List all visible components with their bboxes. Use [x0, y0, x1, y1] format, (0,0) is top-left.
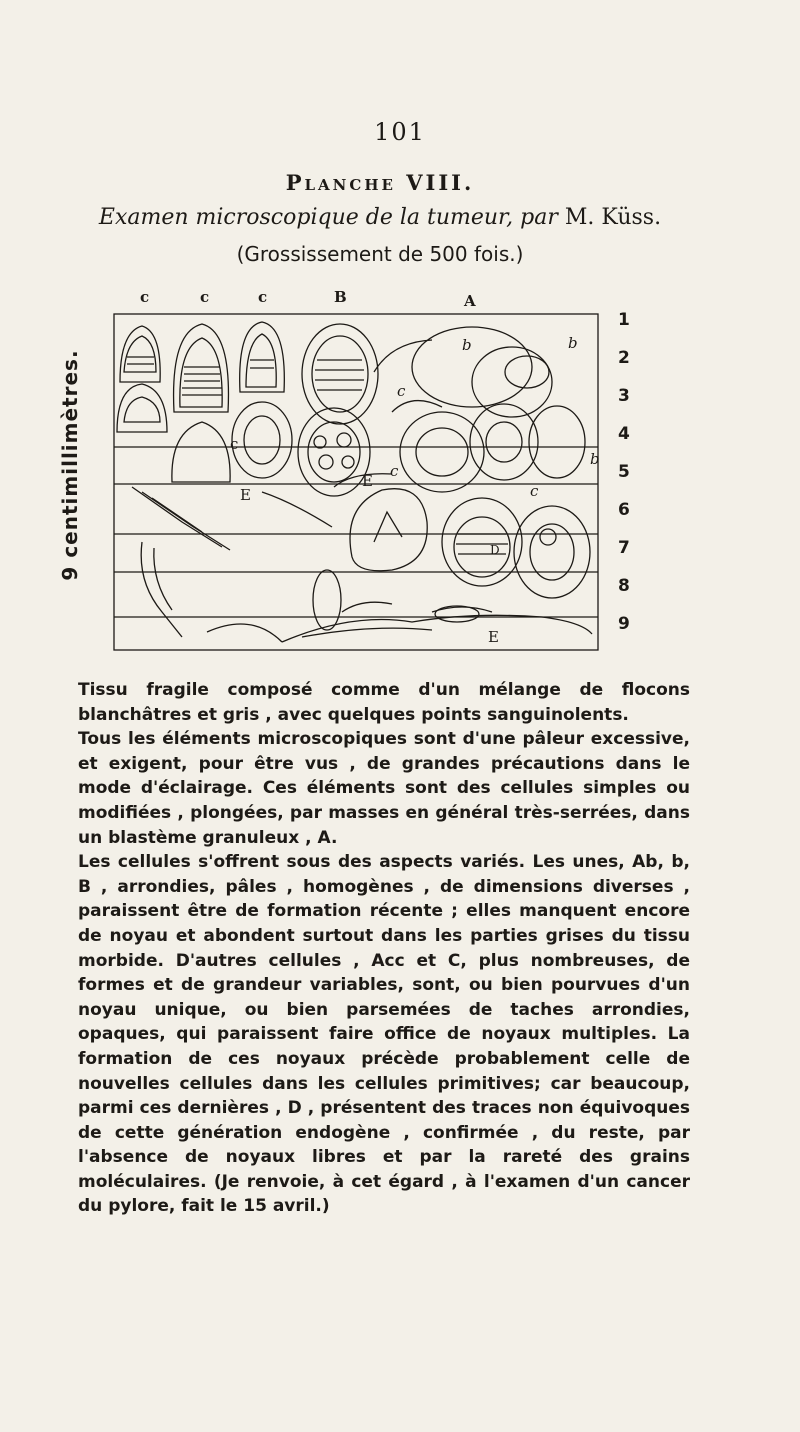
- figure-label-b2: b: [568, 334, 578, 352]
- paragraph: Tissu fragile composé comme d'un mélange de flocons blanchâtres et gris , avec quelques points sanguinolents.: [78, 680, 690, 725]
- figure-letter-c1: c: [140, 288, 150, 306]
- figure-label-d: D: [490, 543, 500, 557]
- scale-number: 3: [618, 386, 630, 406]
- scale-number: 5: [618, 462, 630, 482]
- scale-number: 8: [618, 576, 630, 596]
- plate-title: Planche VIII.: [285, 170, 475, 195]
- caption-lead: Examen microscopique de la tumeur, par: [98, 205, 565, 230]
- scale-number: 4: [618, 424, 630, 444]
- figure-label-e1: E: [240, 486, 251, 504]
- figure-letter-c2: c: [200, 288, 210, 306]
- scale-number: 6: [618, 500, 630, 520]
- page-number: 101: [374, 118, 426, 146]
- paragraph: Les cellules s'offrent sous des aspects variés. Les unes, Ab, b, B , arrondies, pâles , homogènes , de dimensions diverses , paraissent être de formation récente ; elles manquent encore de noyau et abondent surtout dans les parties grises du tissu morbide. D'autres cellules , Acc et C, plus nombreuses, de formes et de grandeur variables, sont, ou bien pourvues d'un noyau unique, ou bien parsemées de taches arrondies, opaques, qui paraissent faire office de noyaux multiples. La formation de ces noyaux précède probablement celle de nouvelles cellules dans les cellules primitives; car beaucoup, parmi ces dernières , D , présentent des traces non équivoques de cette génération endogène , confirmée , du reste, par l'absence de noyaux libres et par la rareté des grains moléculaires. (Je renvoie, à cet égard , à l'examen d'un cancer du pylore, fait le 15 avril.): [78, 852, 690, 1217]
- figure-label-e3: E: [488, 628, 499, 646]
- figure-letter-c3: c: [258, 288, 268, 306]
- figure-label-c4: c: [530, 482, 539, 500]
- figure-letter-a: A: [464, 292, 476, 310]
- microscopic-figure: [112, 312, 602, 652]
- scale-number: 2: [618, 348, 630, 368]
- figure-label-c2: c: [230, 435, 239, 453]
- scale-label-vertical: 9 centimillimètres.: [58, 349, 82, 581]
- paragraph: Tous les éléments microscopiques sont d'une pâleur excessive, et exigent, pour être vus , de grandes précautions dans le mode d'éclairage. Ces éléments sont des cellules simples ou modifiées , plongées, par masses en général très-serrées, dans un blastème granuleux , A.: [78, 729, 690, 848]
- caption-author: M. Küss.: [564, 205, 662, 230]
- magnification-note: (Grossissement de 500 fois.): [236, 242, 524, 266]
- figure-label-c3: c: [390, 462, 399, 480]
- scale-number: 1: [618, 310, 630, 330]
- figure-label-c1: c: [397, 382, 406, 400]
- body-text: [78, 678, 690, 1219]
- figure-label-b3: b: [590, 450, 600, 468]
- figure-caption: [0, 205, 760, 230]
- figure-label-e2: E: [362, 472, 373, 490]
- scale-number: 9: [618, 614, 630, 634]
- figure-letter-b: B: [334, 288, 347, 306]
- scale-number: 7: [618, 538, 630, 558]
- figure-label-b1: b: [462, 336, 472, 354]
